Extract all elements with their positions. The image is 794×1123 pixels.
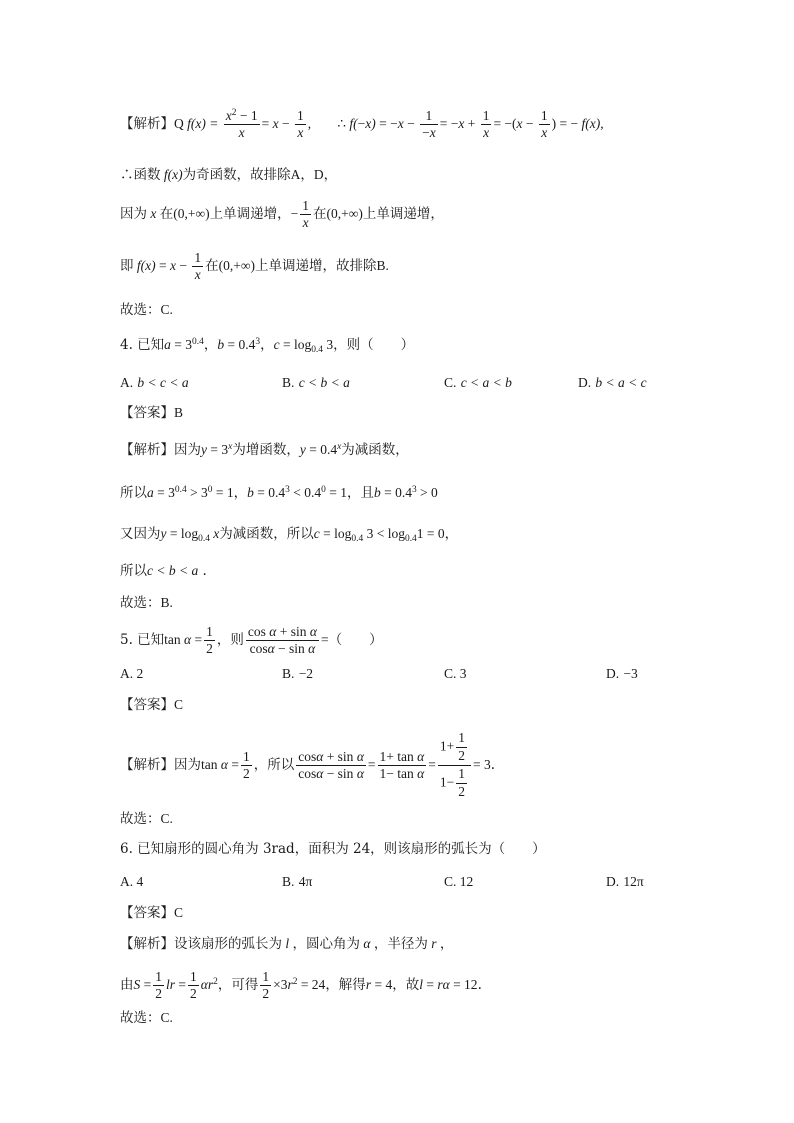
q4-option-c[interactable]: C. c < a < b [444, 375, 512, 390]
fraction: 1+ $\frac{1}{2}$ 1− $\frac{1}{2}$ [438, 730, 471, 801]
math: Q f(x) = [174, 116, 222, 132]
q5-stem: 5. 已知tan α = $\frac{1}{2}$ ，则 $\frac{\text{cos α + sin α}}{\text{cosα − sin α}}$ =（ ） [120, 624, 383, 657]
jiexi-tag: 【解析】 [120, 116, 174, 133]
q4-answer: 【答案】B [120, 405, 184, 421]
q5-answer: 【答案】C [120, 697, 184, 713]
q6-answer: 【答案】C [120, 905, 184, 921]
fraction: $\frac{\text{cosα + sin α}}{\text{cosα − sin α}}$ [298, 748, 364, 781]
q5-option-d[interactable]: D. −3 [606, 666, 638, 681]
q4-option-d[interactable]: D. b < a < c [578, 375, 647, 390]
q5-choice: 故选：C. [120, 811, 173, 827]
fraction: $\frac{1}{2}$ [242, 748, 250, 781]
q5-option-c[interactable]: C. 3 [444, 666, 467, 681]
q5-solution: 【解析】因为tan α = $\frac{1}{2}$ ，所以 $\frac{\text{cosα + sin α}}{\text{cosα − sin α}}$ = $\frac{\text{1+ tan α}}{\text{1− tan α}}$ = 1+ $\frac{1}{2}$ 1− $\frac{1}{2}$ = 3. [120, 730, 496, 799]
q4-solution-line4: 所以c < b < a . [120, 563, 207, 579]
fraction: $\frac{1}{2}$ [262, 969, 270, 1002]
fraction: $\frac{1}{x}$ [302, 198, 309, 231]
q4-stem: 4. 已知$a = 3^{0.4}$，$b = 0.4^3$，$c = \log_{0.4} 3$，则（ ） [120, 336, 415, 355]
q6-stem: 6. 已知扇形的圆心角为 3rad，面积为 24，则该扇形的弧长为（ ） [120, 841, 546, 857]
q6-option-d[interactable]: D. 12π [606, 874, 644, 889]
fraction: $\frac{1}{-x}$ [422, 108, 436, 141]
q3-solution-line3: 因为 x 在(0,+∞)上单调递增，− $\frac{1}{x}$ 在(0,+∞)上单调递增， [120, 198, 444, 231]
q4-choice: 故选：B. [120, 595, 173, 611]
math: ∴ f(−x) = −x − [337, 116, 415, 132]
q5-option-b[interactable]: B. −2 [282, 666, 314, 681]
q6-option-a[interactable]: A. 4 [120, 874, 144, 889]
q6-option-b[interactable]: B. 4π [282, 874, 313, 889]
q4-solution-line3: 又因为$y = \log_{0.4} x$为减函数，所以$c = \log_{0.4} 3 < \log_{0.4}1 = 0$， [120, 526, 459, 544]
q3-solution-line2: ∴函数 f(x)为奇函数，故排除A，D， [120, 167, 338, 183]
q3-solution-line1: 【解析】Q f(x) = $\frac{x^2 - 1}{x}$ = x − $\frac{1}{x}$ , ∴ f(−x) = −x − $\frac{1}{-x}$ = −x + $\frac{1}{x}$ = −(x − $\frac{1}{x}$ ) = − f(x), [120, 107, 604, 141]
fraction: $\frac{\text{cos α + sin α}}{\text{cosα − sin α}}$ [247, 624, 317, 657]
fraction: $\frac{1}{2}$ [190, 969, 197, 1002]
q6-choice: 故选：C. [120, 1010, 173, 1026]
q5-option-a[interactable]: A. 2 [120, 666, 144, 681]
fraction: $\frac{1}{x}$ [540, 108, 548, 141]
q6-solution-line1: 【解析】设该扇形的弧长为 l ，圆心角为 α ，半径为 r ， [120, 936, 454, 952]
q4-solution-line1: 【解析】因为$y = 3^x$为增函数，$y = 0.4^x$为减函数， [120, 441, 409, 458]
fraction: $\frac{1}{x}$ [296, 108, 304, 141]
fraction: $\frac{1}{2}$ [155, 969, 162, 1002]
q3-solution-line4: 即 f(x) = x − $\frac{1}{x}$ 在(0,+∞)上单调递增，故排除B. [120, 250, 389, 283]
q6-option-c[interactable]: C. 12 [444, 874, 474, 889]
fraction: $\frac{1}{x}$ [482, 108, 490, 141]
fraction: $\frac{1}{2}$ [206, 624, 213, 657]
fraction: $\frac{\text{1+ tan α}}{\text{1− tan α}}$ [379, 748, 425, 781]
q4-solution-line2: 所以$a = 3^{0.4} > 3^0 = 1$，$b = 0.4^3 < 0.4^0 = 1$，且$b = 0.4^3 > 0$ [120, 484, 438, 501]
fraction: $\frac{1}{x}$ [194, 250, 202, 283]
q6-solution-line2: 由S = $\frac{1}{2}$ lr = $\frac{1}{2}$ $\alpha r^2$，可得 $\frac{1}{2}$ $\times 3r^2 = 24$，解得r = 4，故l = rα = 12. [120, 969, 482, 1002]
fraction: $\frac{x^2 - 1}{x}$ [225, 107, 258, 141]
q4-option-b[interactable]: B. c < b < a [282, 375, 350, 390]
q3-choice: 故选：C. [120, 302, 173, 318]
q4-option-a[interactable]: A. b < c < a [120, 375, 189, 390]
math: = x − [261, 116, 290, 132]
